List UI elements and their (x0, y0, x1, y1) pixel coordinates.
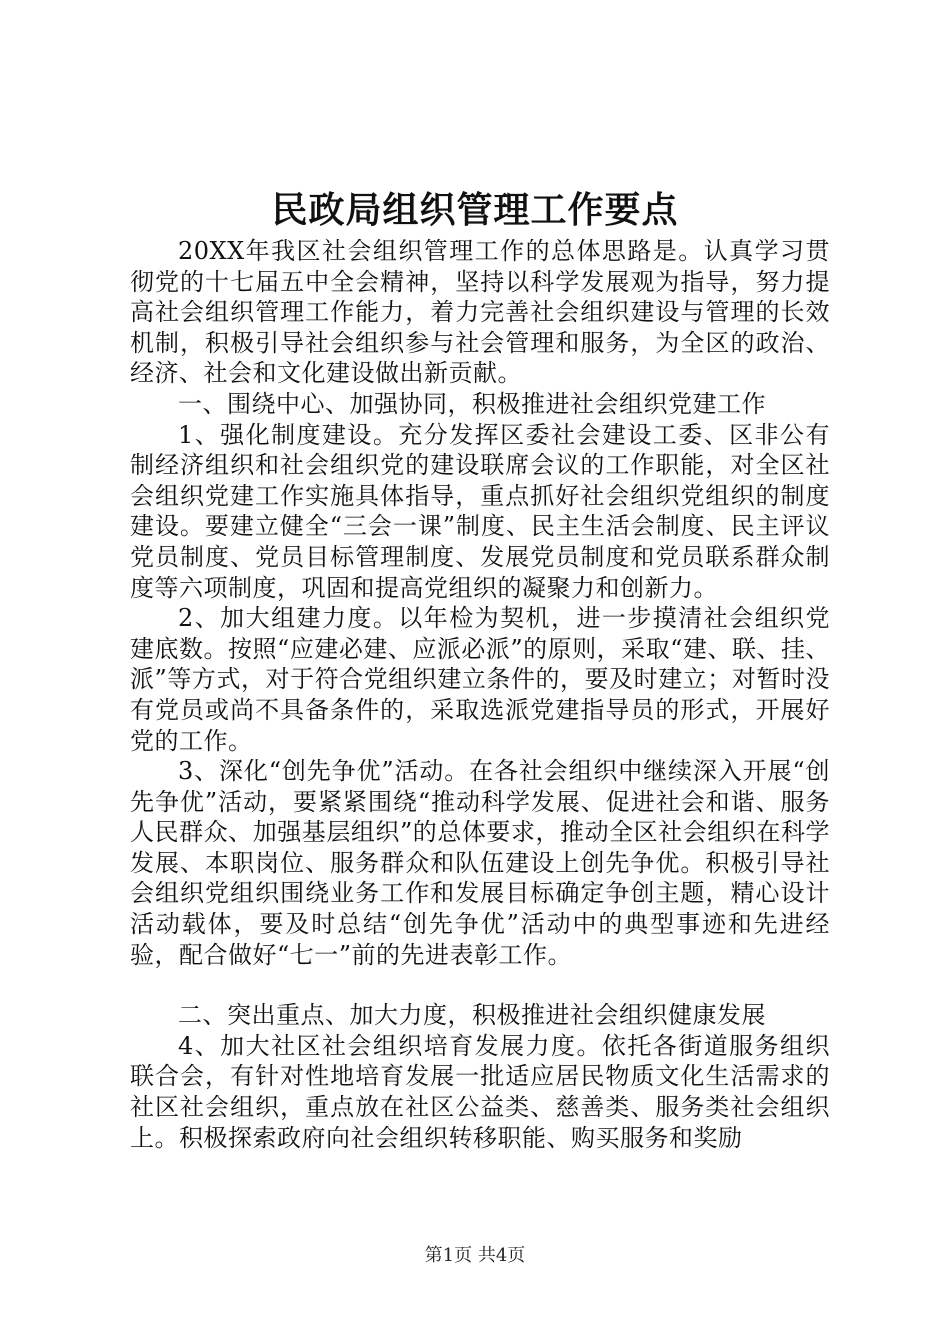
section-heading-2: 二、突出重点、加大力度，积极推进社会组织健康发展 (178, 1001, 766, 1030)
paragraph-gap (130, 970, 830, 1000)
document-body (130, 236, 830, 1153)
item-paragraph-2: 2、加大组建力度。以年检为契机，进一步摸清社会组织党建底数。按照“应建必建、应派必派”的原则，采取“建、联、挂、派”等方式，对于符合党组织建立条件的，要及时建立；对暂时没有党员或尚不具备条件的，采取选派党建指导员的形式，开展好党的工作。 (130, 604, 830, 755)
item-paragraph-3: 3、深化“创先争优”活动。在各社会组织中继续深入开展“创先争优”活动，要紧紧围绕“推动科学发展、促进社会和谐、服务人民群众、加强基层组织”的总体要求，推动全区社会组织在科学发展、本职岗位、服务群众和队伍建设上创先争优。积极引导社会组织党组织围绕业务工作和发展目标确定争创主题，精心设计活动载体，要及时总结“创先争优”活动中的典型事迹和先进经验，配合做好“七一”前的先进表彰工作。 (130, 757, 830, 969)
item-paragraph-4: 4、加大社区社会组织培育发展力度。依托各街道服务组织联合会，有针对性地培育发展一批适应居民物质文化生活需求的社区社会组织，重点放在社区公益类、慈善类、服务类社会组织上。积极探索政府向社会组织转移职能、购买服务和奖励 (130, 1031, 830, 1152)
section-heading-1: 一、围绕中心、加强协同，积极推进社会组织党建工作 (178, 389, 766, 418)
document-title: 民政局组织管理工作要点 (271, 189, 679, 231)
item-paragraph-1: 1、强化制度建设。充分发挥区委社会建设工委、区非公有制经济组织和社会组织党的建设联席会议的工作职能，对全区社会组织党建工作实施具体指导，重点抓好社会组织党组织的制度建设。要建立健全“三会一课”制度、民主生活会制度、民主评议党员制度、党员目标管理制度、发展党员制度和党员联系群众制度等六项制度，巩固和提高党组织的凝聚力和创新力。 (130, 420, 830, 602)
intro-paragraph: 20XX年我区社会组织管理工作的总体思路是。认真学习贯彻党的十七届五中全会精神，坚持以科学发展观为指导，努力提高社会组织管理工作能力，着力完善社会组织建设与管理的长效机制，积极引导社会组织参与社会管理和服务，为全区的政治、经济、社会和文化建设做出新贡献。 (130, 237, 830, 388)
page-footer: 第1页 共4页 (424, 1245, 526, 1266)
